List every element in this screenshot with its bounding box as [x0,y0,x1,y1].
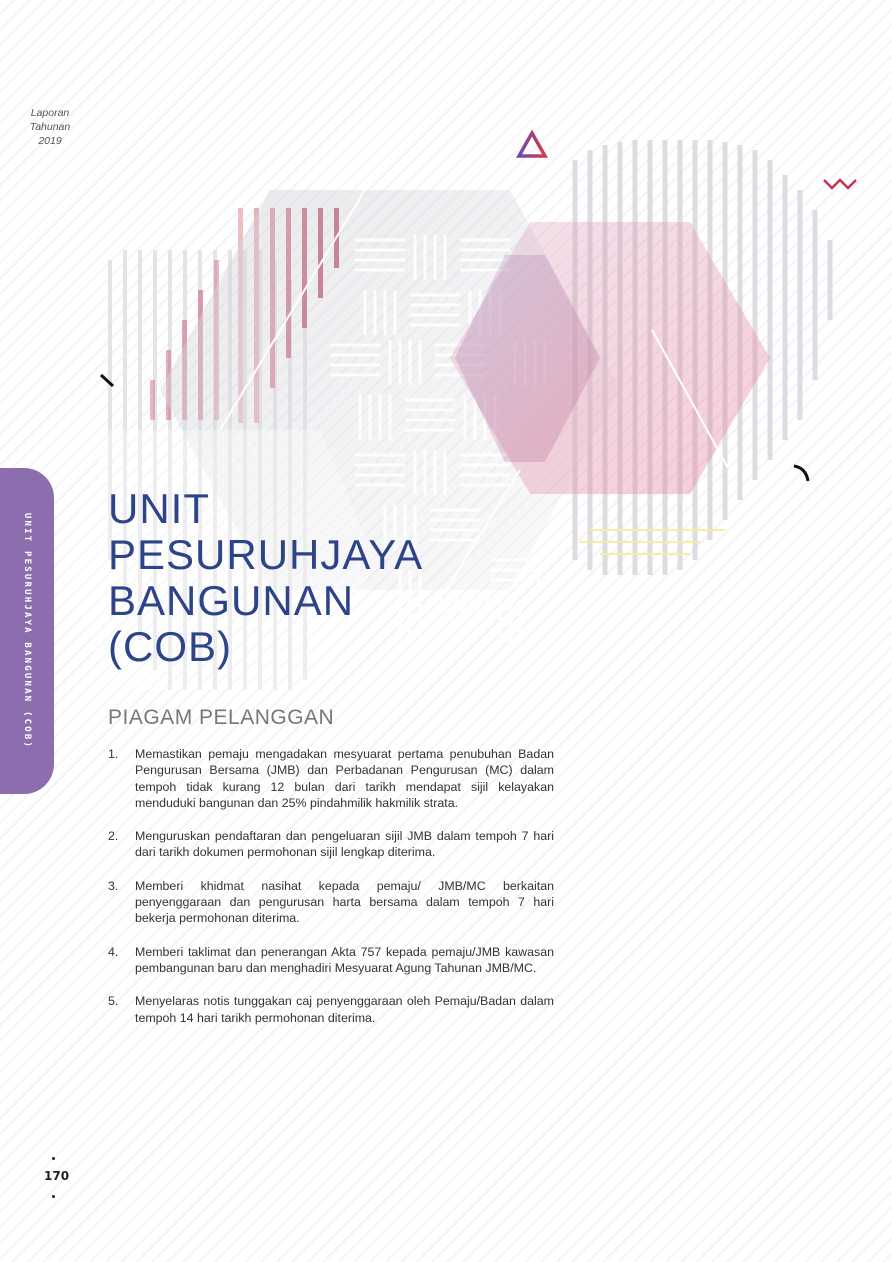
list-text: Memberi taklimat dan penerangan Akta 757 kepada pemaju/JMB kawasan pembangunan baru dan menghadiri Mesyuarat Agung Tahunan JMB/MC. [135,944,554,975]
list-number: 2. [108,829,119,844]
list-number: 4. [108,944,119,959]
list-number: 3. [108,878,119,893]
list-text: Menyelaras notis tunggakan caj penyenggaraan oleh Pemaju/Badan dalam tempoh 14 hari tarikh permohonan diterima. [135,994,554,1025]
list-text: Menguruskan pendaftaran dan pengeluaran sijil JMB dalam tempoh 7 hari dari tarikh dokumen permohonan sijil lengkap diterima. [135,829,554,860]
arc-mark [794,466,808,481]
side-tab-label: UNIT PESURUHJAYA BANGUNAN (COB) [22,512,32,750]
section-heading: PIAGAM PELANGGAN [108,706,335,729]
page-dot-top [52,1157,55,1160]
report-label-line: 2019 [38,135,62,147]
charter-list [108,746,554,1043]
report-label-line: Tahunan [29,121,71,133]
report-label-line: Laporan [30,107,70,119]
list-item [108,878,554,927]
list-text: Memberi khidmat nasihat kepada pemaju/ JMB/MC berkaitan penyenggaraan dan pengurusan harta bersama dalam tempoh 7 hari bekerja permohonan diterima. [135,878,554,926]
title-line: (COB) [108,623,232,670]
list-number: 5. [108,994,119,1009]
list-item [108,993,554,1026]
title-line: UNIT [108,485,210,532]
list-text: Memastikan pemaju mengadakan mesyuarat pertama penubuhan Badan Pengurusan Bersama (JMB) dan Perbadanan Pengurusan (MC) dalam tempoh tidak kurang 12 bulan dari tarikh mendapat sijil kelayakan menduduki bangunan dan 25% pindahmilik hakmilik strata. [135,747,554,810]
page-dot-bottom [52,1195,55,1198]
list-item [108,828,554,861]
page-number: 170 [44,1169,70,1183]
zigzag-icon [824,180,856,188]
title-line: BANGUNAN [108,577,355,624]
list-number: 1. [108,747,119,761]
list-item [108,944,554,977]
page-title [108,486,508,670]
list-item [108,746,554,811]
triangle-icon [519,133,545,156]
title-line: PESURUHJAYA [108,531,424,578]
